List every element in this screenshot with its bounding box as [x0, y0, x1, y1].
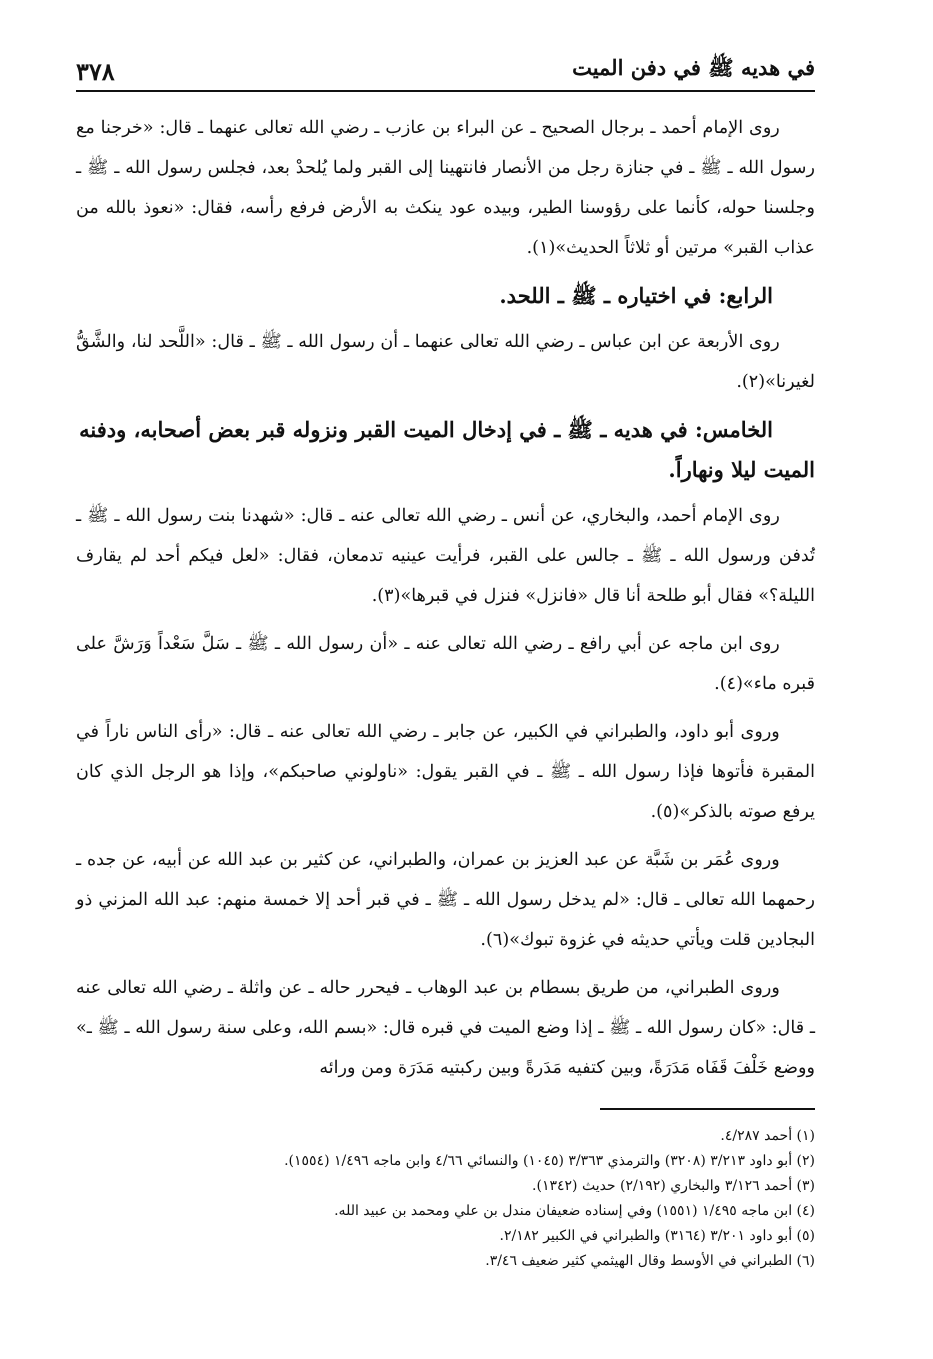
section-heading: الرابع: في اختياره ـ ﷺ ـ اللحد. [499, 283, 773, 308]
running-title: في هديه ﷺ في دفن الميت [572, 55, 815, 80]
main-text [76, 108, 815, 1088]
footnote: (٤) ابن ماجه ١/٤٩٥ (١٥٥١) وفي إسناده ضعيفان مندل بن علي ومحمد بن عبيد الله. [334, 1203, 815, 1219]
footnote-divider [600, 1108, 815, 1110]
footnote: (٢) أبو داود ٣/٢١٣ (٣٢٠٨) والترمذي ٣/٣٦٣ (١٠٤٥) والنسائي ٤/٦٦ وابن ماجه ١/٤٩٦ (١٥٥٤). [284, 1153, 815, 1169]
footnote: (٣) أحمد ٣/١٢٦ والبخاري (٢/١٩٢) حديث (١٣٤٢). [532, 1178, 815, 1194]
running-header [76, 55, 815, 92]
footnotes [76, 1124, 815, 1274]
paragraph: وروى الطبراني، من طريق بسطام بن عبد الوهاب ـ فيحرر حاله ـ عن واثلة ـ رضي الله تعالى عنه ـ قال: «كان رسول الله ـ ﷺ ـ إذا وضع الميت في قبره قال: «بسم الله، وعلى سنة رسول الله ـ ﷺ ـ» ووضع خَلْفَ قَفَاه مَدَرَةً، وبين كتفيه مَدَرةً وبين ركبتيه مَدَرَة ومن ورائه [76, 978, 815, 1078]
paragraph: روى الإمام أحمد، والبخاري، عن أنس ـ رضي الله تعالى عنه ـ قال: «شهدنا بنت رسول الله ـ ﷺ ـ تُدفن ورسول الله ـ ﷺ ـ جالس على القبر، فرأيت عينيه تدمعان، فقال: «لعل فيكم أحد لم يقارف الليلة؟» فقال أبو طلحة أنا قال «فانزل» فنزل في قبرها»(٣). [76, 506, 815, 606]
paragraph: روى الإمام أحمد ـ برجال الصحيح ـ عن البراء بن عازب ـ رضي الله تعالى عنهما ـ قال: «خرجنا مع رسول الله ـ ﷺ ـ في جنازة رجل من الأنصار فانتهينا إلى القبر ولما يُلحدْ بعد، فجلس رسول الله ـ ﷺ ـ وجلسنا حوله، كأنما على رؤوسنا الطير، وبيده عود ينكث به الأرض فرفع رأسه، فقال: «نعوذ بالله من عذاب القبر» مرتين أو ثلاثاً الحديث»(١). [76, 118, 815, 258]
paragraph: وروى أبو داود، والطبراني في الكبير، عن جابر ـ رضي الله تعالى عنه ـ قال: «رأى الناس ناراً في المقبرة فأتوها فإذا رسول الله ـ ﷺ ـ في القبر يقول: «ناولوني صاحبكم»، وإذا هو الرجل الذي كان يرفع صوته بالذكر»(٥). [76, 722, 815, 822]
page-number: ٣٧٨ [76, 57, 115, 86]
paragraph: روى ابن ماجه عن أبي رافع ـ رضي الله تعالى عنه ـ «أن رسول الله ـ ﷺ ـ سَلَّ سَعْداً وَرَشَّ على قبره ماء»(٤). [76, 634, 815, 694]
page [76, 55, 815, 1274]
footnote: (٥) أبو داود ٣/٢٠١ (٣١٦٤) والطبراني في الكبير ٢/١٨٢. [499, 1228, 815, 1244]
paragraph: وروى عُمَر بن شَبَّة عن عبد العزيز بن عمران، والطبراني، عن كثير بن عبد الله عن أبيه، عن جده ـ رحمهما الله تعالى ـ قال: «لم يدخل رسول الله ـ ﷺ ـ في قبر أحد إلا خمسة منهم: عبد الله المزني ذو البجادين قلت ويأتي حديثه في غزوة تبوك»(٦). [76, 850, 815, 950]
footnote: (٦) الطبراني في الأوسط وقال الهيثمي كثير ضعيف ٣/٤٦. [485, 1253, 815, 1269]
paragraph: روى الأربعة عن ابن عباس ـ رضي الله تعالى عنهما ـ أن رسول الله ـ ﷺ ـ قال: «اللَّحد لنا، والشَّقُّ لغيرنا»(٢). [76, 332, 815, 392]
section-heading: الخامس: في هديه ـ ﷺ ـ في إدخال الميت القبر ونزوله قبر بعض أصحابه، ودفنه الميت ليلا ونهاراً. [79, 417, 815, 482]
footnote: (١) أحمد ٤/٢٨٧. [720, 1128, 815, 1144]
